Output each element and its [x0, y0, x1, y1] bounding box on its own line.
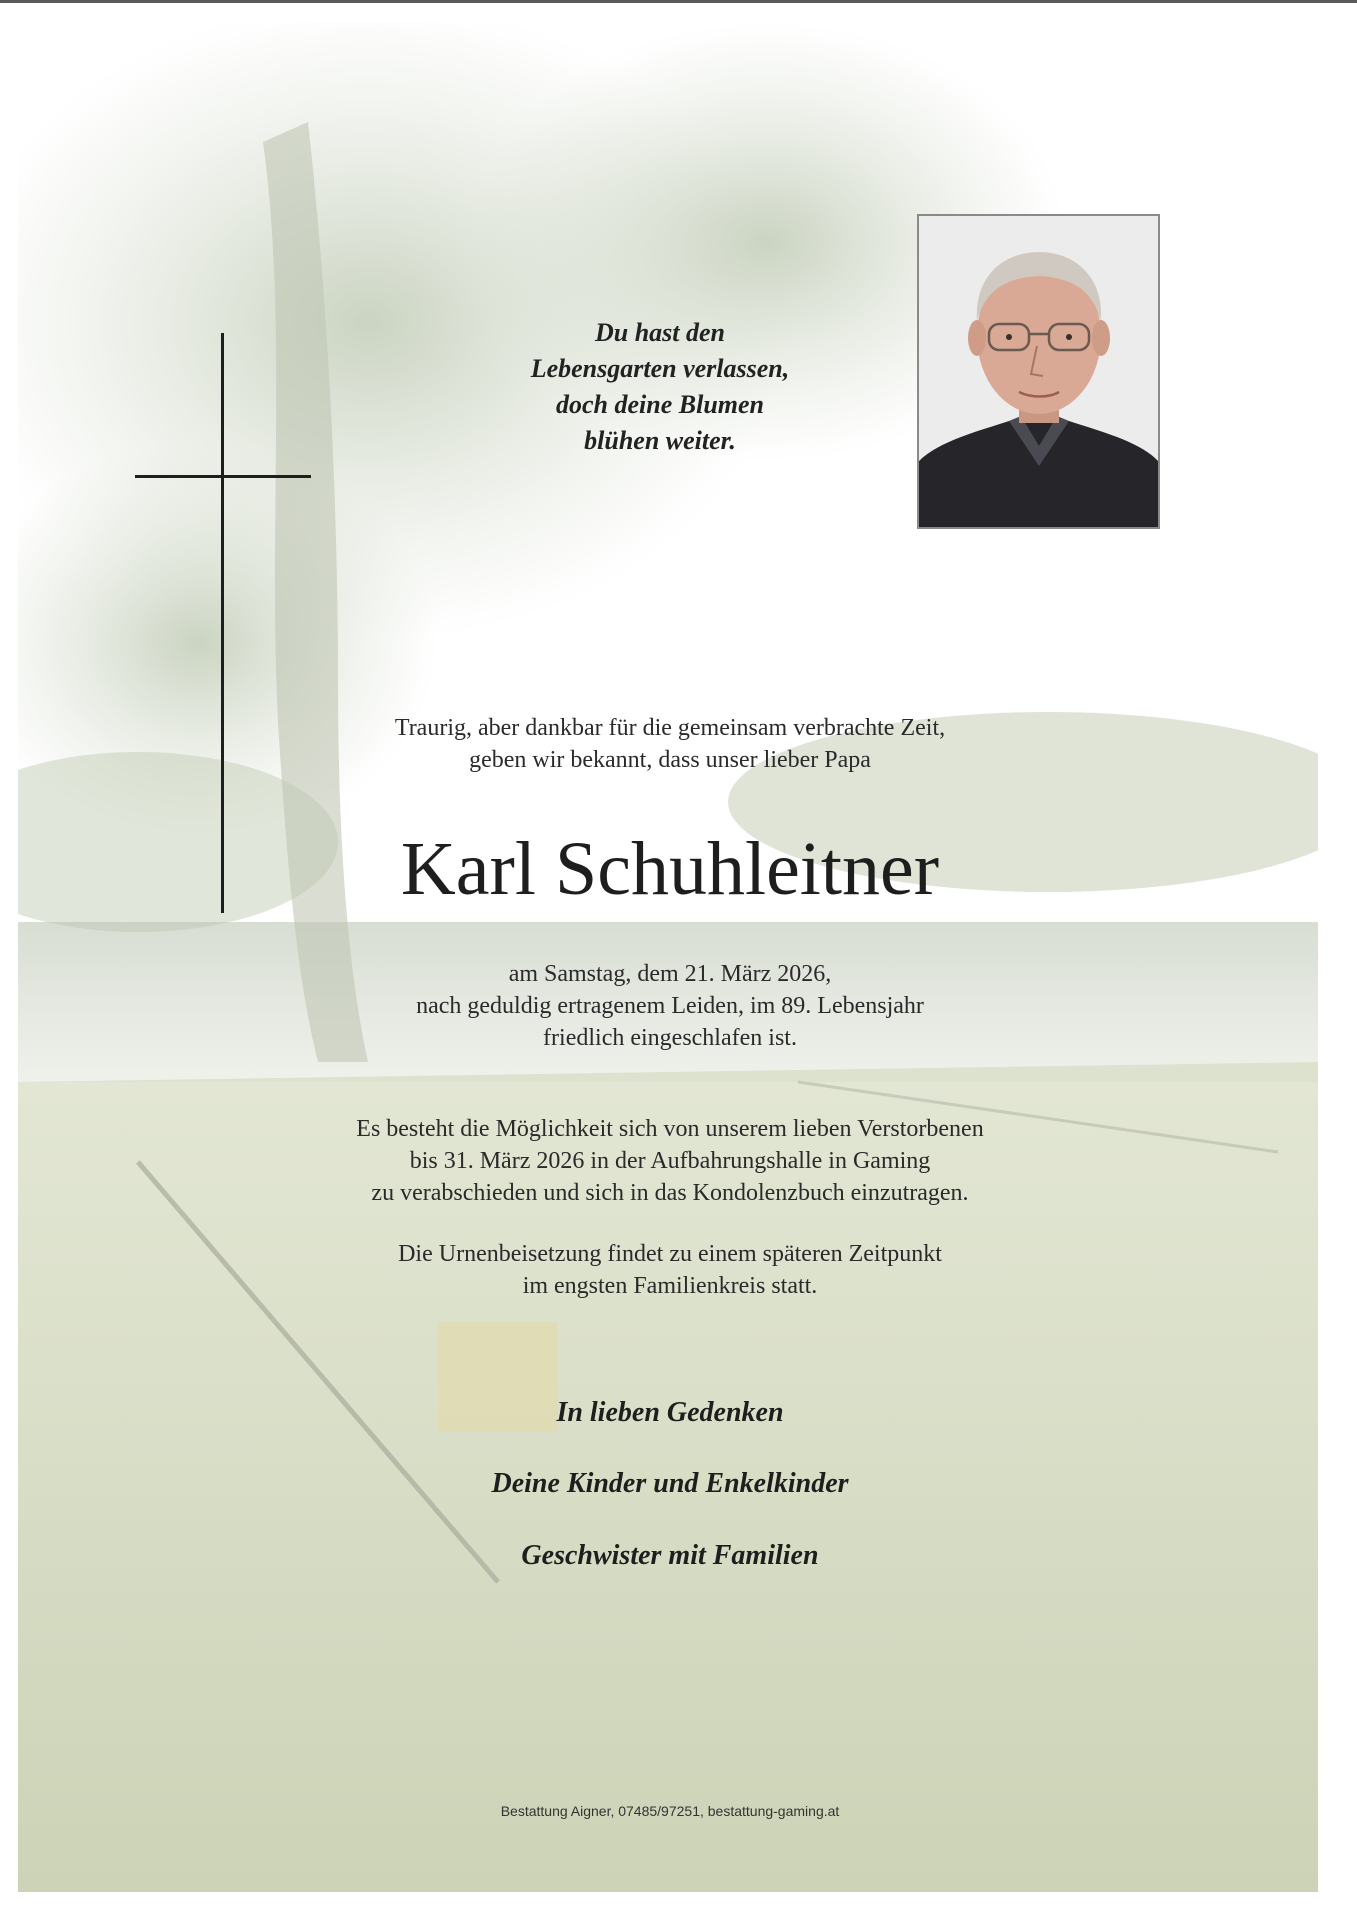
announcement-intro [300, 712, 1040, 776]
details-line: am Samstag, dem 21. März 2026, [508, 961, 832, 987]
intro-line: Traurig, aber dankbar für die gemeinsam verbrachte Zeit, [394, 715, 946, 741]
verse-line: Lebensgarten verlassen, [530, 354, 790, 383]
portrait-image [919, 216, 1158, 527]
verse-line: Du hast den [594, 318, 726, 347]
verse-line: doch deine Blumen [555, 390, 764, 419]
funeral-home-footer: Bestattung Aigner, 07485/97251, bestattung-gaming.at [500, 1803, 840, 1819]
cross-icon-bar [135, 475, 311, 478]
intro-line: geben wir bekannt, dass unser lieber Papa [469, 747, 871, 773]
closing-siblings: Geschwister mit Familien [521, 1540, 819, 1571]
verse-line: blühen weiter. [584, 426, 736, 455]
page-edge [0, 0, 1357, 3]
burial-line: im engsten Familienkreis statt. [522, 1273, 818, 1299]
portrait-photo [917, 214, 1160, 529]
burial-notice [300, 1238, 1040, 1302]
cross-icon [221, 333, 224, 913]
details-line: friedlich eingeschlafen ist. [543, 1025, 797, 1051]
death-details [300, 958, 1040, 1054]
memorial-verse [420, 315, 900, 459]
viewing-line: bis 31. März 2026 in der Aufbahrungshalle in Gaming [409, 1148, 931, 1174]
viewing-line: Es besteht die Möglichkeit sich von unserem lieben Verstorbenen [356, 1116, 984, 1142]
viewing-notice [260, 1113, 1080, 1209]
closing-children: Deine Kinder und Enkelkinder [491, 1468, 849, 1499]
viewing-line: zu verabschieden und sich in das Kondolenzbuch einzutragen. [371, 1180, 969, 1206]
burial-line: Die Urnenbeisetzung findet zu einem späteren Zeitpunkt [398, 1241, 942, 1267]
closing-remembrance: In lieben Gedenken [556, 1397, 784, 1428]
details-line: nach geduldig ertragenem Leiden, im 89. Lebensjahr [416, 993, 924, 1019]
deceased-name: Karl Schuhleitner [400, 827, 940, 911]
